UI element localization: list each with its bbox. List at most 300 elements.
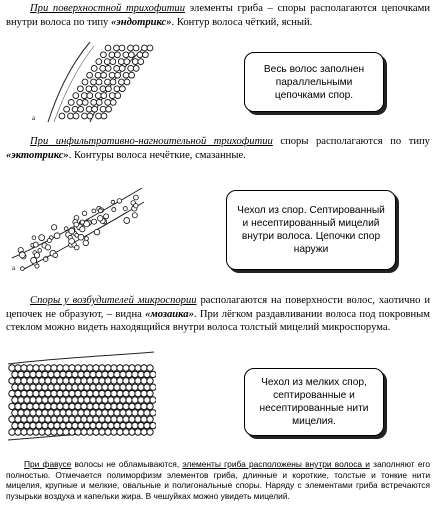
spore [133,66,139,72]
spore [48,422,54,428]
spore [78,371,84,377]
spore [120,422,126,428]
spore [63,403,69,409]
spore [9,365,15,371]
spore [115,72,121,78]
spore [87,365,93,371]
spore [123,416,129,422]
spore [135,378,141,384]
spore [78,422,84,428]
spore [60,384,66,390]
spore [87,113,93,119]
spore [63,416,69,422]
spore [129,416,135,422]
spore [141,403,147,409]
spore [144,410,150,416]
spore [100,106,106,112]
spore [126,422,132,428]
spore [80,227,85,232]
spore [9,416,15,422]
spore [83,240,89,246]
spore [21,403,27,409]
spore [117,199,122,204]
spore [27,403,33,409]
spore [120,371,126,377]
spore [92,86,98,92]
spore [86,106,92,112]
spore [75,245,80,250]
spore [132,397,138,403]
spore [60,410,66,416]
spore [111,390,117,396]
spore [112,208,116,212]
spore [91,100,97,106]
spore [51,390,57,396]
spore [102,397,108,403]
spore [21,378,27,384]
spore [66,410,72,416]
spore [147,45,153,51]
spore [111,200,115,204]
spore [115,52,121,58]
spore [84,371,90,377]
spore [82,211,86,215]
spore [147,390,153,396]
spore [124,218,130,224]
spore [51,365,57,371]
callout-ectothrix: Чехол из спор. Септированный и несептированный мицелий внутри волоса. Цепочки спор наружи [226,190,396,270]
term-superficial-trichophytia: При поверхностной трихофитии [30,3,186,14]
spore [124,59,130,65]
spore [31,257,37,263]
spore [135,390,141,396]
spore [9,403,15,409]
spore [82,79,88,85]
spore [91,219,96,224]
spore [96,410,102,416]
spore [68,100,74,106]
spore [24,397,30,403]
spore [132,422,138,428]
spore [42,397,48,403]
spore [87,429,93,435]
spore [27,390,33,396]
spore [150,410,156,416]
spore [33,416,39,422]
paragraph-favus: При фавусе волосы не обламываются, элементы гриба расположены внутри волоса и заполняют его полностью. Отмечается полиморфизм элементов гриба, длинные и короткие, толстые и тонкие нити мицелия, крупные и мелкие, овальные и полигональные споры. Наряду с элементами гриба встречаются пузырьки воздуха и капельки жира. В чешуйках можно увидеть мицелий. [6,459,431,501]
spore [132,371,138,377]
spore [105,45,111,51]
spore [15,429,21,435]
spore [95,93,101,99]
spore [69,378,75,384]
spore [42,410,48,416]
spore [60,422,66,428]
spore [123,72,129,78]
spore [137,52,143,58]
spore [138,410,144,416]
spore [69,403,75,409]
spore [63,429,69,435]
spore [81,378,87,384]
spore [75,403,81,409]
spore [51,403,57,409]
spore [123,52,129,58]
spore [102,371,108,377]
figure-microsporia-mosaic [6,350,156,446]
spore [96,113,102,119]
spore [60,397,66,403]
spore [132,384,138,390]
spore [100,86,106,92]
spore [69,228,75,234]
spore [66,422,72,428]
spore [138,422,144,428]
spore [51,225,56,230]
spore [96,397,102,403]
spore [117,416,123,422]
spore [91,66,97,72]
type-mosaic: «мозаика» [145,308,194,320]
spore [99,429,105,435]
spore [147,378,153,384]
spore [111,403,117,409]
spore [30,397,36,403]
spore [117,378,123,384]
term-favus: При фавусе [24,459,72,469]
spore [119,66,125,72]
spore [81,416,87,422]
spore [33,403,39,409]
spore [135,429,141,435]
spore [39,416,45,422]
spore [57,390,63,396]
spore [21,429,27,435]
spore [66,384,72,390]
spore [87,378,93,384]
spore [123,365,129,371]
spore [81,365,87,371]
spore [147,365,153,371]
spore [99,378,105,384]
spore [141,416,147,422]
spore [81,390,87,396]
spore [102,422,108,428]
spore [135,365,141,371]
spore [144,371,150,377]
spore [45,416,51,422]
spore [18,384,24,390]
spore [82,100,88,106]
spore [100,66,106,72]
figure-label-a-2: а [12,264,16,272]
spore [97,216,102,221]
spore [124,79,130,85]
spore [111,429,117,435]
spore [138,59,144,65]
spore [96,100,102,106]
spore [45,390,51,396]
spore [101,52,107,58]
spore [135,403,141,409]
spore [123,207,127,211]
spore [84,384,90,390]
spore [105,390,111,396]
spore [114,397,120,403]
spore [143,52,149,58]
spore [33,429,39,435]
spore [150,371,156,377]
spore [27,416,33,422]
spore [24,410,30,416]
spore [72,384,78,390]
spore [91,79,97,85]
spore [54,422,60,428]
spore [129,429,135,435]
spore [21,390,27,396]
spore [123,429,129,435]
spore [39,235,45,241]
spore [24,422,30,428]
spore [57,378,63,384]
spore [129,52,135,58]
spore [96,371,102,377]
spore [27,429,33,435]
spore [105,416,111,422]
spore [57,429,63,435]
spore [78,410,84,416]
spore [129,365,135,371]
spore [96,59,102,65]
spore [138,397,144,403]
spore [21,267,25,271]
spore [21,365,27,371]
spore [57,403,63,409]
spore [90,397,96,403]
spore [109,93,115,99]
spore [54,233,60,239]
spore [68,113,74,119]
spore [48,397,54,403]
callout-endothrix: Весь волос заполнен параллельными цепочками спор. [244,52,384,112]
spore [75,429,81,435]
spore [132,410,138,416]
spore [42,422,48,428]
spore [72,371,78,377]
term-infiltrative-trichophytia: При инфильтративно-нагноительной трихофитии [30,136,273,147]
spore [57,365,63,371]
spore [99,403,105,409]
spore [96,79,102,85]
spore [33,378,39,384]
spore [15,390,21,396]
spore [63,390,69,396]
spore [108,371,114,377]
paragraph-ectothrix: При инфильтративно-нагноительной трихофитии споры располагаются по типу «эктотрикс». Контуры волоса нечёткие, смазанные. [6,136,430,161]
spore [115,93,121,99]
spore [105,378,111,384]
term-microsporia: Споры у возбудителей микроспории [30,295,197,306]
spore [69,416,75,422]
spore [38,249,42,253]
spore [75,416,81,422]
spore [120,410,126,416]
spore [105,365,111,371]
spore [96,422,102,428]
spore [133,45,139,51]
spore [98,209,102,213]
spore [117,403,123,409]
spore [93,378,99,384]
spore [123,378,129,384]
spore [114,45,120,51]
spore [135,416,141,422]
spore [87,390,93,396]
spore [45,403,51,409]
spore [144,397,150,403]
spore [118,59,124,65]
spore [78,384,84,390]
spore [105,429,111,435]
spore [9,390,15,396]
figure-label-a-1: а [32,114,36,122]
spore [63,378,69,384]
spore [30,384,36,390]
spore [15,365,21,371]
spore [48,384,54,390]
spore [42,371,48,377]
spore [51,378,57,384]
spore [126,397,132,403]
spore [114,371,120,377]
spore [9,429,15,435]
spore [39,365,45,371]
spore [39,429,45,435]
spore [111,365,117,371]
spore [102,384,108,390]
spore [39,378,45,384]
spore [108,422,114,428]
spore [141,378,147,384]
spore [87,72,93,78]
figure-ectothrix-hair [8,178,146,272]
spore [72,422,78,428]
spore [99,390,105,396]
spore [47,239,51,243]
spore [84,397,90,403]
spore [90,384,96,390]
spore [36,371,42,377]
spore [106,106,112,112]
spore [18,371,24,377]
spore [114,422,120,428]
spore [132,213,137,218]
spore [110,100,116,106]
spore [66,371,72,377]
spore [126,384,132,390]
spore [72,410,78,416]
spore [43,257,47,261]
spore [45,429,51,435]
spore [119,79,125,85]
spore [80,220,84,224]
spore [18,410,24,416]
spore [120,397,126,403]
spore [147,416,153,422]
spore [128,66,134,72]
spore [104,59,110,65]
spore [101,93,107,99]
spore [123,390,129,396]
spore [108,384,114,390]
spore [75,390,81,396]
spore [93,429,99,435]
spore [78,86,84,92]
spore [69,390,75,396]
spore [30,410,36,416]
spore [75,378,81,384]
spore [30,422,36,428]
spore [78,397,84,403]
spore [141,429,147,435]
spore [129,390,135,396]
spore [78,106,84,112]
spore [105,66,111,72]
spore [39,403,45,409]
spore [87,93,93,99]
paragraph-microsporia: Споры у возбудителей микроспории располагаются на поверхности волос, хаотично и цепочек не образуют, – видна «мозаика». При лёгком раздавливании волоса под покровным стеклом можно видеть находящийся внутри волоса толстый мицелий микроспорума. [6,295,430,333]
spore [92,106,98,112]
spore [27,365,33,371]
spore [129,403,135,409]
spore [141,365,147,371]
spore [57,416,63,422]
spore [66,397,72,403]
spore [75,365,81,371]
spore [59,113,65,119]
spore [93,365,99,371]
spore [36,397,42,403]
spore [33,242,38,247]
spore [54,397,60,403]
spore [99,365,105,371]
spore [117,390,123,396]
spore [114,410,120,416]
spore [27,378,33,384]
spore [69,365,75,371]
spore [120,384,126,390]
spore [18,397,24,403]
spore [123,403,129,409]
spore [36,410,42,416]
spore [75,233,79,237]
spore [48,371,54,377]
spore [19,252,25,258]
spore [93,390,99,396]
spore [45,245,50,250]
spore [109,52,115,58]
spore [114,384,120,390]
spore [111,416,117,422]
spore [45,365,51,371]
spore [9,378,15,384]
spore [87,403,93,409]
spore [64,106,70,112]
spore [60,371,66,377]
spore [99,416,105,422]
spore [21,416,27,422]
spore [101,72,107,78]
